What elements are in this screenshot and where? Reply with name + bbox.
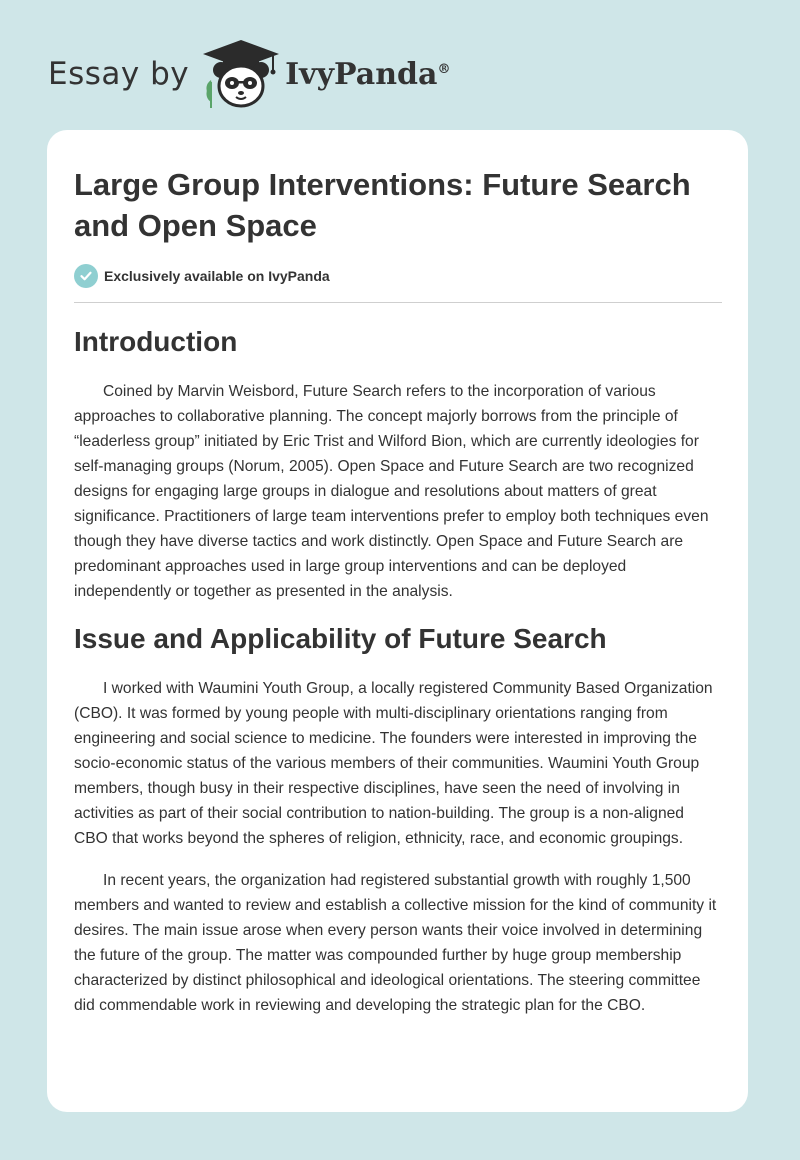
brand-name-text: IvyPanda bbox=[285, 56, 438, 92]
registered-mark: ® bbox=[437, 61, 451, 77]
badge-text: Exclusively available on IvyPanda bbox=[104, 268, 330, 284]
panda-graduate-logo-icon[interactable] bbox=[199, 36, 283, 112]
paragraph: Coined by Marvin Weisbord, Future Search refers to the incorporation of various approaches to collaborative planning. The concept majorly borrows from the principle of “leaderless group” initiated by Eric Trist and Wilford Bion, which are currently ideologies for self-managing groups (Norum, 2005). Open Space and Future Search are two recognized designs for engaging large groups in dialogue and resolutions about matters of great significance. Practitioners of large team interventions prefer to employ both techniques even though they have diverse tactics and work distinctly. Open Space and Future Search are predominant approaches used in large group interventions and can be deployed independently or together as presented in the analysis. bbox=[74, 383, 709, 600]
paragraph: In recent years, the organization had registered substantial growth with roughly 1,500 members and wanted to review and establish a collective mission for the kind of community it desires. The main issue arose when every person wants their voice involved in determining the future of the group. The matter was compounded further by huge group membership characterized by distinct philosophical and ideological orientations. The steering committee did commendable work in reviewing and developing the strategic plan for the CBO. bbox=[74, 872, 717, 1014]
essay-title: Large Group Interventions: Future Search and Open Space bbox=[74, 167, 691, 243]
exclusive-badge bbox=[74, 264, 722, 288]
check-icon bbox=[74, 264, 98, 288]
brand-prefix: Essay by bbox=[48, 56, 190, 92]
site-header bbox=[48, 36, 450, 112]
section-heading-introduction: Introduction bbox=[74, 326, 238, 357]
brand-name[interactable] bbox=[285, 57, 450, 92]
divider bbox=[74, 302, 722, 303]
section-heading-issue-applicability: Issue and Applicability of Future Search bbox=[74, 623, 607, 654]
essay-card bbox=[47, 130, 748, 1112]
paragraph: I worked with Waumini Youth Group, a locally registered Community Based Organization (CBO). It was formed by young people with multi-disciplinary orientations ranging from engineering and social science to medicine. The founders were interested in improving the socio-economic status of the various members of their communities. Waumini Youth Group members, though busy in their respective disciplines, have seen the need of involving in activities as part of their social contribution to nation-building. The group is a non-aligned CBO that works beyond the spheres of religion, ethnicity, race, and economic groupings. bbox=[74, 680, 713, 847]
